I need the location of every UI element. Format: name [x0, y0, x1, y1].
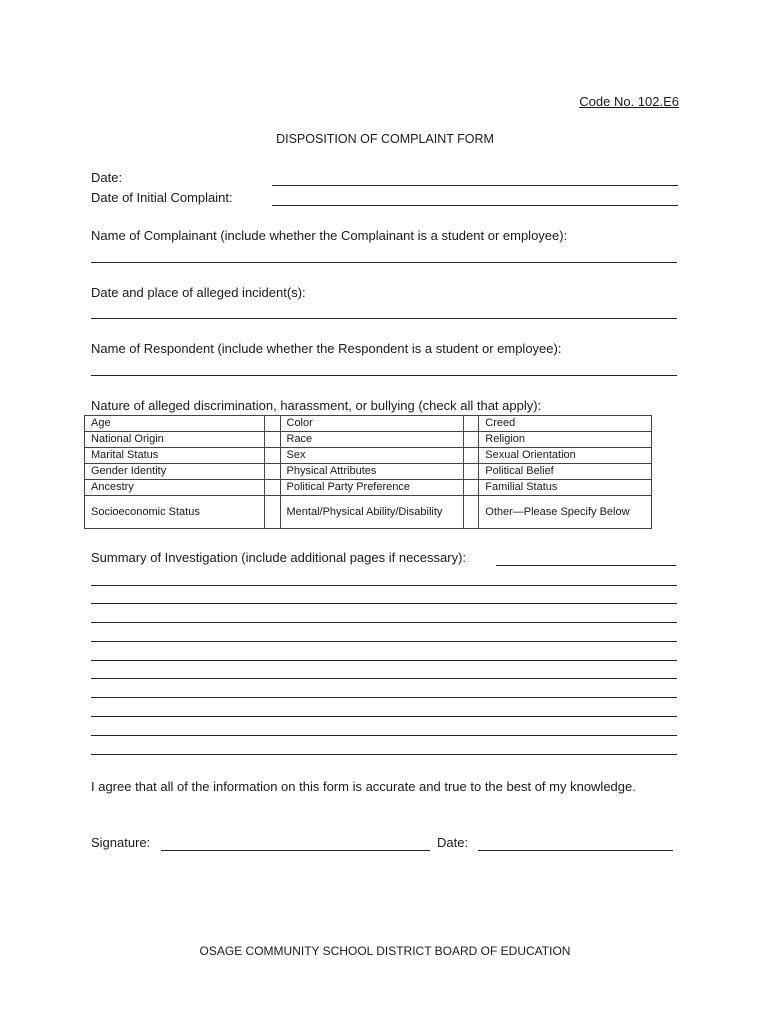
category-row — [85, 432, 652, 448]
summary-line[interactable] — [91, 735, 677, 736]
category-row — [85, 496, 652, 529]
category-row — [85, 448, 652, 464]
summary-line[interactable] — [496, 565, 676, 566]
code-number: Code No. 102.E6 — [579, 94, 679, 109]
category-checkbox[interactable] — [265, 496, 280, 529]
category-label: Color — [280, 416, 464, 432]
signature-date-label: Date: — [437, 835, 469, 850]
summary-label: Summary of Investigation (include additional pages if necessary): — [91, 550, 467, 565]
category-label: Ancestry — [85, 480, 265, 496]
respondent-label: Name of Respondent (include whether the Respondent is a student or employee): — [91, 341, 562, 356]
signature-label: Signature: — [91, 835, 151, 850]
respondent-line[interactable] — [91, 375, 677, 376]
category-label: Other—Please Specify Below — [479, 496, 652, 529]
category-checkbox[interactable] — [265, 480, 280, 496]
summary-line[interactable] — [91, 716, 677, 717]
summary-line[interactable] — [91, 622, 677, 623]
category-checkbox[interactable] — [464, 416, 479, 432]
category-label: Marital Status — [85, 448, 265, 464]
category-row — [85, 416, 652, 432]
category-label: Familial Status — [479, 480, 652, 496]
complainant-line[interactable] — [91, 262, 677, 263]
category-label: Sexual Orientation — [479, 448, 652, 464]
nature-label: Nature of alleged discrimination, harassment, or bullying (check all that apply): — [91, 398, 542, 413]
category-label: National Origin — [85, 432, 265, 448]
form-title: DISPOSITION OF COMPLAINT FORM — [276, 132, 494, 146]
category-label: Religion — [479, 432, 652, 448]
category-label: Mental/Physical Ability/Disability — [280, 496, 464, 529]
summary-line[interactable] — [91, 697, 677, 698]
category-label: Creed — [479, 416, 652, 432]
summary-line[interactable] — [91, 641, 677, 642]
summary-line[interactable] — [91, 585, 677, 586]
category-checkbox[interactable] — [464, 432, 479, 448]
incident-label: Date and place of alleged incident(s): — [91, 285, 306, 300]
category-label: Socioeconomic Status — [85, 496, 265, 529]
complainant-label: Name of Complainant (include whether the Complainant is a student or employee): — [91, 228, 568, 243]
category-checkbox[interactable] — [265, 464, 280, 480]
category-label: Gender Identity — [85, 464, 265, 480]
category-checkbox[interactable] — [464, 496, 479, 529]
summary-line[interactable] — [91, 678, 677, 679]
category-row — [85, 480, 652, 496]
category-label: Physical Attributes — [280, 464, 464, 480]
category-checkbox[interactable] — [265, 432, 280, 448]
category-checkbox[interactable] — [265, 448, 280, 464]
initial-complaint-label: Date of Initial Complaint: — [91, 190, 233, 205]
signature-date-line[interactable] — [478, 850, 673, 851]
category-checkbox[interactable] — [464, 480, 479, 496]
initial-complaint-line[interactable] — [272, 205, 678, 206]
category-row — [85, 464, 652, 480]
summary-line[interactable] — [91, 660, 677, 661]
summary-line[interactable] — [91, 603, 677, 604]
incident-line[interactable] — [91, 318, 677, 319]
category-label: Age — [85, 416, 265, 432]
agreement-statement: I agree that all of the information on this form is accurate and true to the best of my knowledge. — [91, 779, 636, 794]
category-checkbox[interactable] — [265, 416, 280, 432]
signature-line[interactable] — [161, 850, 430, 851]
category-label: Political Belief — [479, 464, 652, 480]
category-label: Political Party Preference — [280, 480, 464, 496]
category-checkbox[interactable] — [464, 464, 479, 480]
footer-text: OSAGE COMMUNITY SCHOOL DISTRICT BOARD OF EDUCATION — [199, 944, 571, 958]
category-checklist — [84, 415, 652, 529]
summary-line[interactable] — [91, 754, 677, 755]
category-checkbox[interactable] — [464, 448, 479, 464]
date-line[interactable] — [272, 185, 678, 186]
category-label: Sex — [280, 448, 464, 464]
category-label: Race — [280, 432, 464, 448]
date-label: Date: — [91, 170, 123, 185]
